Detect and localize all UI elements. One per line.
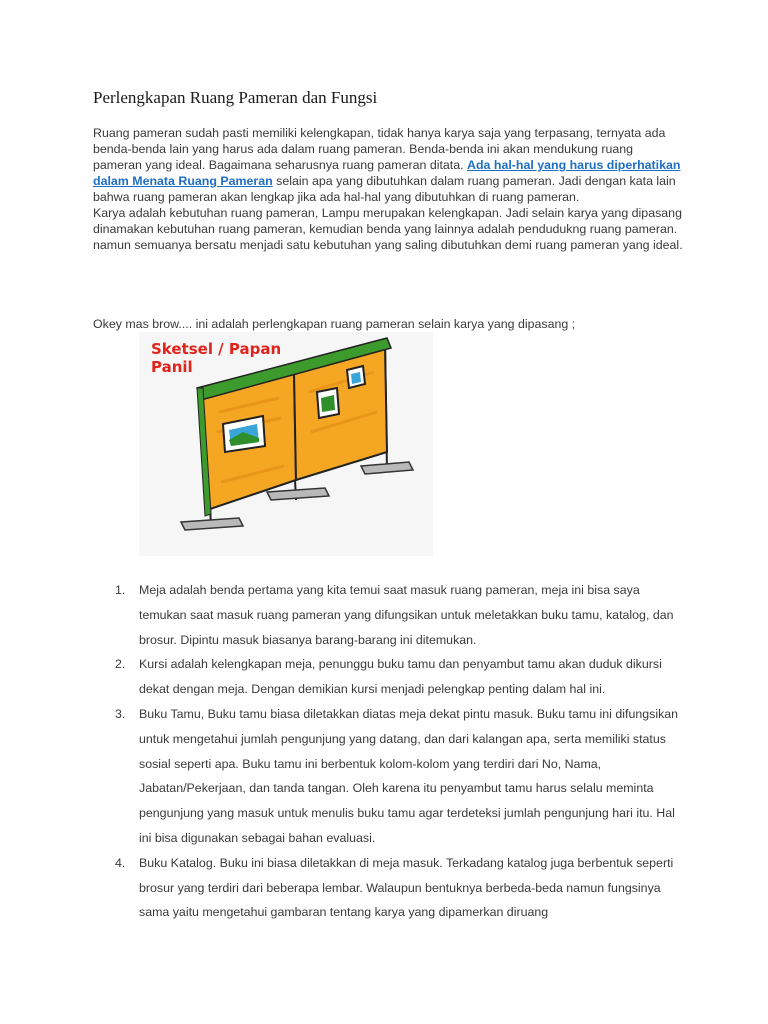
intro-paragraph-1 [93, 125, 683, 205]
framed-artwork-right [347, 366, 365, 388]
list-item-text: Buku Tamu, Buku tamu biasa diletakkan diatas meja dekat pintu masuk. Buku tamu ini difungsikan untuk mengetahui jumlah pengunjung yang datang, dan dari kalangan apa, serta memiliki status sosial seperti apa. Buku tamu ini berbentuk kolom-kolom yang terdiri dari No, Nama, Jabatan/Pekerjaan, dan tanda tangan. Oleh karena itu penyambut tamu harus selalu meminta pengunjung yang masuk untuk menulis buku tamu agar terdeteksi jumlah pengunjung hari itu. Hal ini bisa digunakan sebagai bahan evaluasi. [139, 706, 679, 845]
list-item-number: 3. [115, 706, 126, 721]
list-item-number: 4. [115, 855, 126, 870]
list-item [110, 652, 680, 702]
perlengkapan-list [110, 578, 680, 925]
intro-section [93, 125, 683, 253]
list-item [110, 851, 680, 925]
list-item [110, 702, 680, 851]
list-item-text: Buku Katalog. Buku ini biasa diletakkan di meja masuk. Terkadang katalog juga berbentuk seperti brosur yang terdiri dari beberapa lembar. Walaupun bentuknya berbeda-beda namun fungsinya sama yaitu mengetahui gambaran tentang karya yang dipamerkan diruang [139, 855, 674, 920]
figure-caption-line2: Panil [151, 358, 193, 376]
okey-line: Okey mas brow.... ini adalah perlengkapan ruang pameran selain karya yang dipasang ; [93, 317, 576, 331]
list-item-text: Kursi adalah kelengkapan meja, penunggu buku tamu dan penyambut tamu akan duduk dikursi dekat dengan meja. Dengan demikian kursi menjadi pelengkap penting dalam hal ini. [139, 657, 662, 697]
list-item [110, 578, 680, 652]
menata-ruang-pameran-link[interactable]: Ada hal-hal yang harus diperhatikan dalam Menata Ruang Pameran [93, 158, 681, 188]
framed-artwork-middle [317, 388, 339, 418]
article-title: Perlengkapan Ruang Pameran dan Fungsi [93, 88, 378, 107]
intro-paragraph-2: Karya adalah kebutuhan ruang pameran, Lampu merupakan kelengkapan. Jadi selain karya yang dipasang dinamakan kebutuhan ruang pameran, kemudian benda yang lainnya adalah pendudukng ruang pameran. namun semuanya bersatu menjadi satu kebutuhan yang saling dibutuhkan demi ruang pameran yang ideal. [93, 206, 683, 252]
list-item-number: 1. [115, 583, 126, 597]
intro-text-2: selain apa yang dibutuhkan dalam ruang pameran. Jadi dengan kata lain bahwa ruang pameran akan lengkap jika ada hal-hal yang dibutuhkan di ruang pameran. [93, 174, 676, 204]
sketsel-illustration [139, 332, 433, 556]
figure-caption-line1: Sketsel / Papan [151, 340, 282, 358]
list-item-number: 2. [115, 657, 126, 672]
intro-text-1: Ruang pameran sudah pasti memiliki kelengkapan, tidak hanya karya saja yang terpasang, ternyata ada benda-benda lain yang harus ada dalam ruang pameran. Benda-benda ini akan mendukung ruang pameran yang ideal. Bagaimana seharusnya ruang pameran ditata. [93, 126, 666, 172]
list-item-text: Meja adalah benda pertama yang kita temui saat masuk ruang pameran, meja ini bisa saya temukan saat masuk ruang pameran yang difungsikan untuk meletakkan buku tamu, katalog, dan brosur. Dipintu masuk biasanya barang-barang ini ditemukan. [139, 583, 674, 647]
